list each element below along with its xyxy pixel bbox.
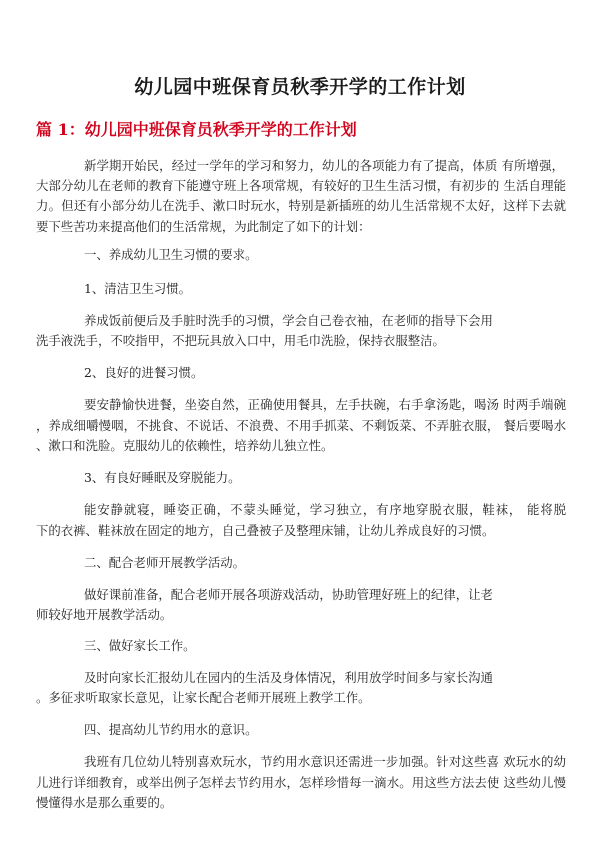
section-heading: 2、良好的进餐习惯。: [84, 365, 204, 380]
document-title: 幼儿园中班保育员秋季开学的工作计划: [134, 76, 466, 98]
section-heading: 四、提高幼儿节约用水的意识。: [84, 722, 258, 737]
paragraph-line: ，养成细嚼慢咽，不挑食、不说话、不浪费、不用手抓菜、不剩饭菜、不弄脏衣服， 餐后要喝水: [36, 418, 566, 433]
paragraph-line: 慢懂得水是那么重要的。: [36, 795, 173, 810]
paragraph-line: 。多征求听取家长意见，让家长配合老师开展班上教学工作。: [36, 690, 371, 705]
section-heading: 三、做好家长工作。: [84, 638, 196, 653]
paragraph-line: 下的衣裤、鞋袜放在固定的地方，自己叠被子及整理床铺，让幼儿养成良好的习惯。: [36, 523, 495, 538]
paragraph-line: 要安静愉快进餐，坐姿自然，正确使用餐具，左手扶碗，右手拿汤匙，喝汤 时两手端碗: [84, 397, 566, 412]
paragraph-line: 养成饭前便后及手脏时洗手的习惯，学会自己卷衣袖，在老师的指导下会用: [84, 313, 493, 328]
paragraph-line: 能安静就寝，睡姿正确，不蒙头睡觉，学习独立，有序地穿脱衣服，鞋袜， 能将脱: [84, 502, 566, 517]
paragraph-line: 及时向家长汇报幼儿在园内的生活及身体情况，利用放学时间多与家长沟通: [84, 670, 493, 685]
section-heading: 3、有良好睡眠及穿脱能力。: [84, 470, 241, 485]
section-heading: 一、养成幼儿卫生习惯的要求。: [84, 247, 258, 262]
section-heading: 二、配合老师开展教学活动。: [84, 555, 246, 570]
paragraph-line: 洗手液洗手，不咬指甲，不把玩具放入口中，用毛巾洗脸，保持衣服整洁。: [36, 333, 445, 348]
intro-line-2: 大部分幼儿在老师的教育下能遵守班上各项常规，有较好的卫生生活习惯，有初步的 生活自理能: [36, 178, 566, 193]
intro-line-1: 新学期开始民，经过一学年的学习和努力，幼儿的各项能力有了提高，体质 有所增强，: [84, 158, 564, 173]
intro-line-4: 要下些苦功来提高他们的生活常规，为此制定了如下的计划：: [36, 219, 371, 234]
paragraph-line: 儿进行详细教育，或举出例子怎样去节约用水，怎样珍惜每一滴水。用这些方法去使 这些幼儿慢: [36, 775, 566, 790]
paragraph-line: 、漱口和洗脸。克服幼儿的依赖性，培养幼儿独立性。: [36, 438, 334, 453]
intro-line-3: 力。但还有小部分幼儿在洗手、漱口时玩水，特别是新插班的幼儿生活常规不太好，这样下去就: [36, 198, 566, 213]
section-heading: 1、清洁卫生习惯。: [84, 281, 192, 296]
paragraph-line: 我班有几位幼儿特别喜欢玩水，节约用水意识还需进一步加强。针对这些喜 欢玩水的幼: [84, 754, 566, 769]
document-subtitle: 篇 1：幼儿园中班保育员秋季开学的工作计划: [36, 120, 357, 139]
paragraph-line: 师较好地开展教学活动。: [36, 607, 173, 622]
paragraph-line: 做好课前准备，配合老师开展各项游戏活动，协助管理好班上的纪律，让老: [84, 587, 493, 602]
